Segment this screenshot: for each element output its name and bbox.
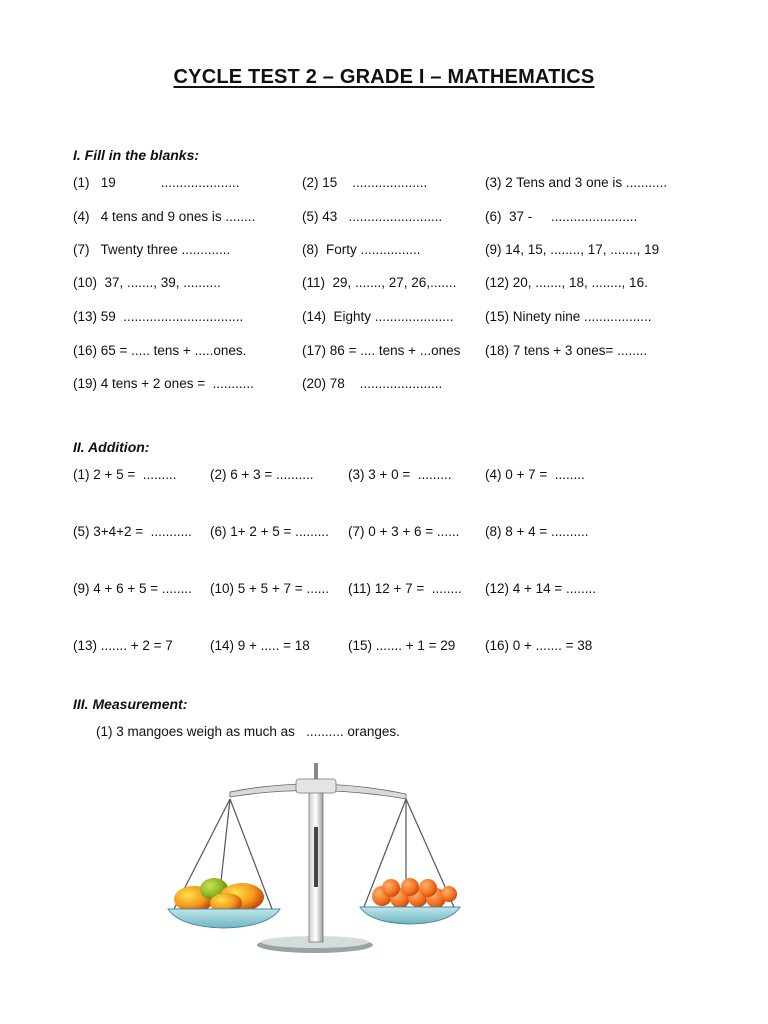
- addition-item: (7) 0 + 3 + 6 = ......: [348, 524, 460, 539]
- addition-item: (14) 9 + ..... = 18: [210, 638, 310, 653]
- fill-blanks-item: (2) 15 ....................: [302, 175, 428, 190]
- fill-blanks-item: (12) 20, ......., 18, ........, 16.: [485, 275, 648, 290]
- addition-item: (4) 0 + 7 = ........: [485, 467, 585, 482]
- fill-blanks-row: [0, 341, 768, 361]
- fill-blanks-row: [0, 307, 768, 327]
- fill-blanks-item: (13) 59 ................................: [73, 309, 244, 324]
- fill-blanks-row: [0, 240, 768, 260]
- fill-blanks-item: (17) 86 = .... tens + ...ones: [302, 343, 461, 358]
- fill-blanks-item: (8) Forty ................: [302, 242, 421, 257]
- addition-item: (3) 3 + 0 = .........: [348, 467, 452, 482]
- addition-item: (15) ....... + 1 = 29: [348, 638, 456, 653]
- addition-item: (16) 0 + ....... = 38: [485, 638, 593, 653]
- fill-blanks-row: [0, 374, 768, 394]
- section-heading-addition: II. Addition:: [73, 439, 150, 455]
- fill-blanks-item: (16) 65 = ..... tens + .....ones.: [73, 343, 247, 358]
- addition-row: [0, 465, 768, 485]
- fill-blanks-item: (15) Ninety nine ..................: [485, 309, 652, 324]
- fill-blanks-item: (3) 2 Tens and 3 one is ...........: [485, 175, 668, 190]
- fill-blanks-item: (6) 37 - .......................: [485, 209, 638, 224]
- oranges: [372, 878, 457, 908]
- fill-blanks-item: (4) 4 tens and 9 ones is ........: [73, 209, 256, 224]
- addition-row: [0, 579, 768, 599]
- addition-item: (13) ....... + 2 = 7: [73, 638, 173, 653]
- balance-scale-illustration: [138, 757, 498, 979]
- addition-item: (6) 1+ 2 + 5 = .........: [210, 524, 329, 539]
- section-heading-measurement: III. Measurement:: [73, 696, 188, 712]
- fill-blanks-item: (9) 14, 15, ........, 17, ......., 19: [485, 242, 660, 257]
- addition-item: (1) 2 + 5 = .........: [73, 467, 177, 482]
- addition-item: (12) 4 + 14 = ........: [485, 581, 597, 596]
- addition-row: [0, 522, 768, 542]
- fill-blanks-item: (7) Twenty three .............: [73, 242, 231, 257]
- fill-blanks-item: (14) Eighty .....................: [302, 309, 454, 324]
- right-pan: [360, 907, 460, 924]
- addition-item: (8) 8 + 4 = ..........: [485, 524, 589, 539]
- fill-blanks-item: (5) 43 .........................: [302, 209, 443, 224]
- addition-item: (9) 4 + 6 + 5 = ........: [73, 581, 192, 596]
- addition-row: [0, 636, 768, 656]
- fill-blanks-item: (1) 19 .....................: [73, 175, 240, 190]
- fill-blanks-item: (18) 7 tens + 3 ones= ........: [485, 343, 648, 358]
- fill-blanks-row: [0, 273, 768, 293]
- fill-blanks-row: [0, 173, 768, 193]
- section-heading-fill-blanks: I. Fill in the blanks:: [73, 147, 200, 163]
- addition-item: (10) 5 + 5 + 7 = ......: [210, 581, 329, 596]
- fill-blanks-item: (20) 78 ......................: [302, 376, 443, 391]
- page-title: CYCLE TEST 2 – GRADE I – MATHEMATICS: [173, 66, 595, 88]
- measurement-question-1: (1) 3 mangoes weigh as much as .......... oranges.: [96, 724, 400, 739]
- fill-blanks-row: [0, 207, 768, 227]
- addition-item: (11) 12 + 7 = ........: [348, 581, 462, 596]
- addition-item: (2) 6 + 3 = ..........: [210, 467, 314, 482]
- fill-blanks-item: (11) 29, ......., 27, 26,.......: [302, 275, 457, 290]
- left-pan: [168, 909, 280, 928]
- fill-blanks-item: (10) 37, ......., 39, ..........: [73, 275, 221, 290]
- addition-item: (5) 3+4+2 = ...........: [73, 524, 192, 539]
- fill-blanks-item: (19) 4 tens + 2 ones = ...........: [73, 376, 254, 391]
